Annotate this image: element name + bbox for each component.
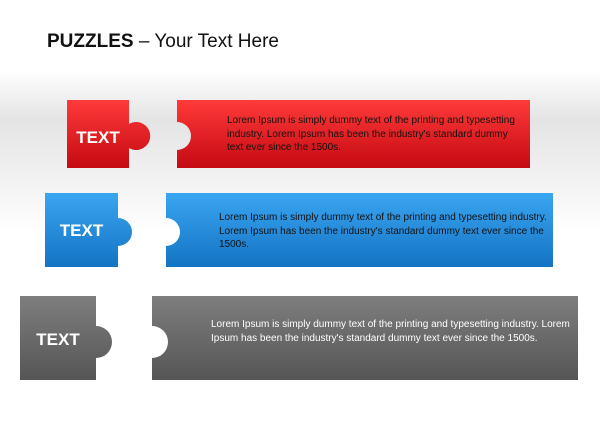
title-bold-part: PUZZLES — [47, 31, 134, 52]
puzzle-piece-3-label: TEXT — [36, 330, 80, 349]
puzzle-piece-2-label: TEXT — [59, 221, 104, 240]
puzzle-piece-3-text: Lorem Ipsum is simply dummy text of the printing and typesetting industry. Lorem Ipsum has been the industry's standard dummy text ever since the 1500s. — [211, 319, 570, 344]
puzzle-piece-2-text: Lorem Ipsum is simply dummy text of the printing and typesetting industry. Lorem Ipsum has been the industry's standard dummy text ever since the 1500s. — [219, 212, 547, 250]
puzzle-piece-1-label: TEXT — [76, 128, 120, 147]
title-rest-part: – Your Text Here — [133, 31, 279, 52]
puzzle-piece-1-text: Lorem Ipsum is simply dummy text of the printing and typesetting industry. Lorem Ipsum has been the industry's standard dummy text ever since the 1500s. — [227, 115, 515, 153]
